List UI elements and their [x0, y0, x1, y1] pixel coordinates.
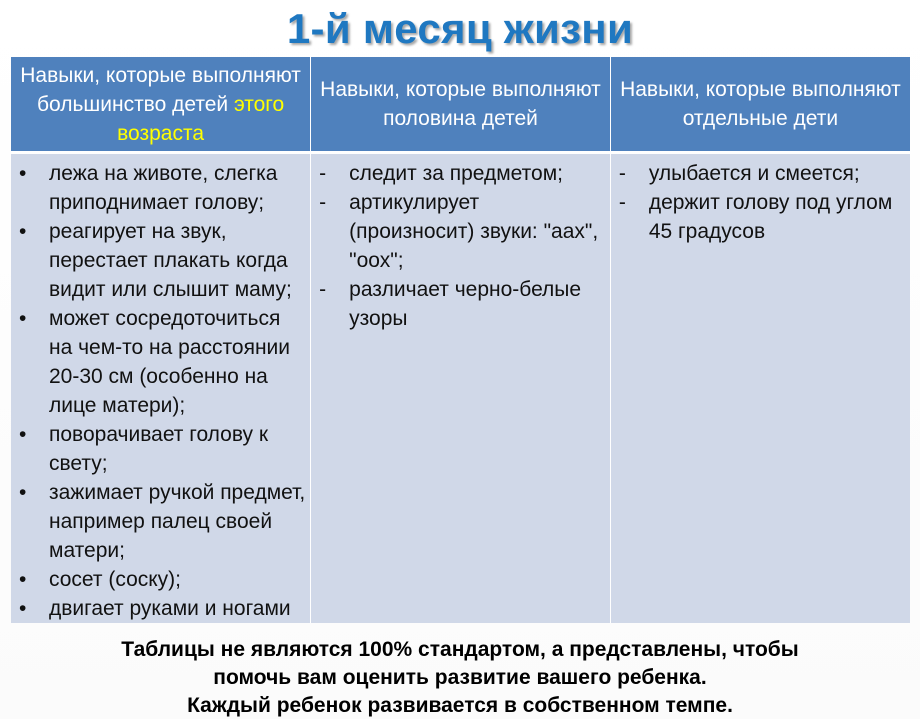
- dash-marker: -: [319, 278, 327, 301]
- list-item: • поворачивает голову к свету;: [15, 420, 306, 478]
- cell-majority: [11, 153, 311, 624]
- bullet-marker: •: [19, 162, 27, 185]
- header-highlight: этого возраста: [117, 92, 285, 145]
- list-item: - различает черно-белые узоры: [315, 275, 606, 333]
- cell-some: [610, 153, 910, 624]
- footer-line: Таблицы не являются 100% стандартом, а представлены, чтобы: [121, 638, 799, 661]
- list-item: - улыбается и смеется;: [615, 159, 906, 188]
- list-item: • может сосредоточиться на чем-то на расстоянии 20-30 см (особенно на лице матери);: [15, 304, 306, 420]
- body-row: [11, 153, 910, 624]
- list-item: • сосет (соску);: [15, 565, 306, 594]
- header-majority: Навыки, которые выполняют большинство детей этого возраста: [11, 57, 311, 153]
- bullet-marker: •: [19, 568, 27, 591]
- bullet-marker: •: [19, 597, 27, 620]
- header-half: Навыки, которые выполняют половина детей: [311, 57, 611, 153]
- list-item: • двигает руками и ногами: [15, 594, 306, 623]
- dash-marker: -: [319, 191, 327, 214]
- skills-table: [11, 57, 910, 623]
- page-title: 1-й месяц жизни: [286, 5, 634, 52]
- bullet-marker: •: [19, 423, 27, 446]
- dash-marker: -: [618, 191, 626, 214]
- list-item: • лежа на животе, слегка приподнимает голову;: [15, 159, 306, 217]
- dash-marker: -: [618, 162, 626, 185]
- footer-line: Каждый ребенок развивается в собственном темпе.: [187, 694, 733, 717]
- header-row: [11, 57, 910, 153]
- header-some: Навыки, которые выполняют отдельные дети: [610, 57, 910, 153]
- dash-marker: -: [319, 162, 327, 185]
- list-item: - держит голову под углом 45 градусов: [615, 188, 906, 246]
- bullet-marker: •: [19, 481, 27, 504]
- footer-line: помочь вам оценить развитие вашего ребенка.: [213, 666, 707, 689]
- list-item: • реагирует на звук, перестает плакать когда видит или слышит маму;: [15, 217, 306, 304]
- list-item: - артикулирует (произносит) звуки: "аах", "оох";: [315, 188, 606, 275]
- list-item: - следит за предметом;: [315, 159, 606, 188]
- cell-half: [311, 153, 611, 624]
- list-item: • зажимает ручкой предмет, например палец своей матери;: [15, 478, 306, 565]
- footer-note: [0, 636, 920, 719]
- bullet-marker: •: [19, 307, 27, 330]
- bullet-marker: •: [19, 220, 27, 243]
